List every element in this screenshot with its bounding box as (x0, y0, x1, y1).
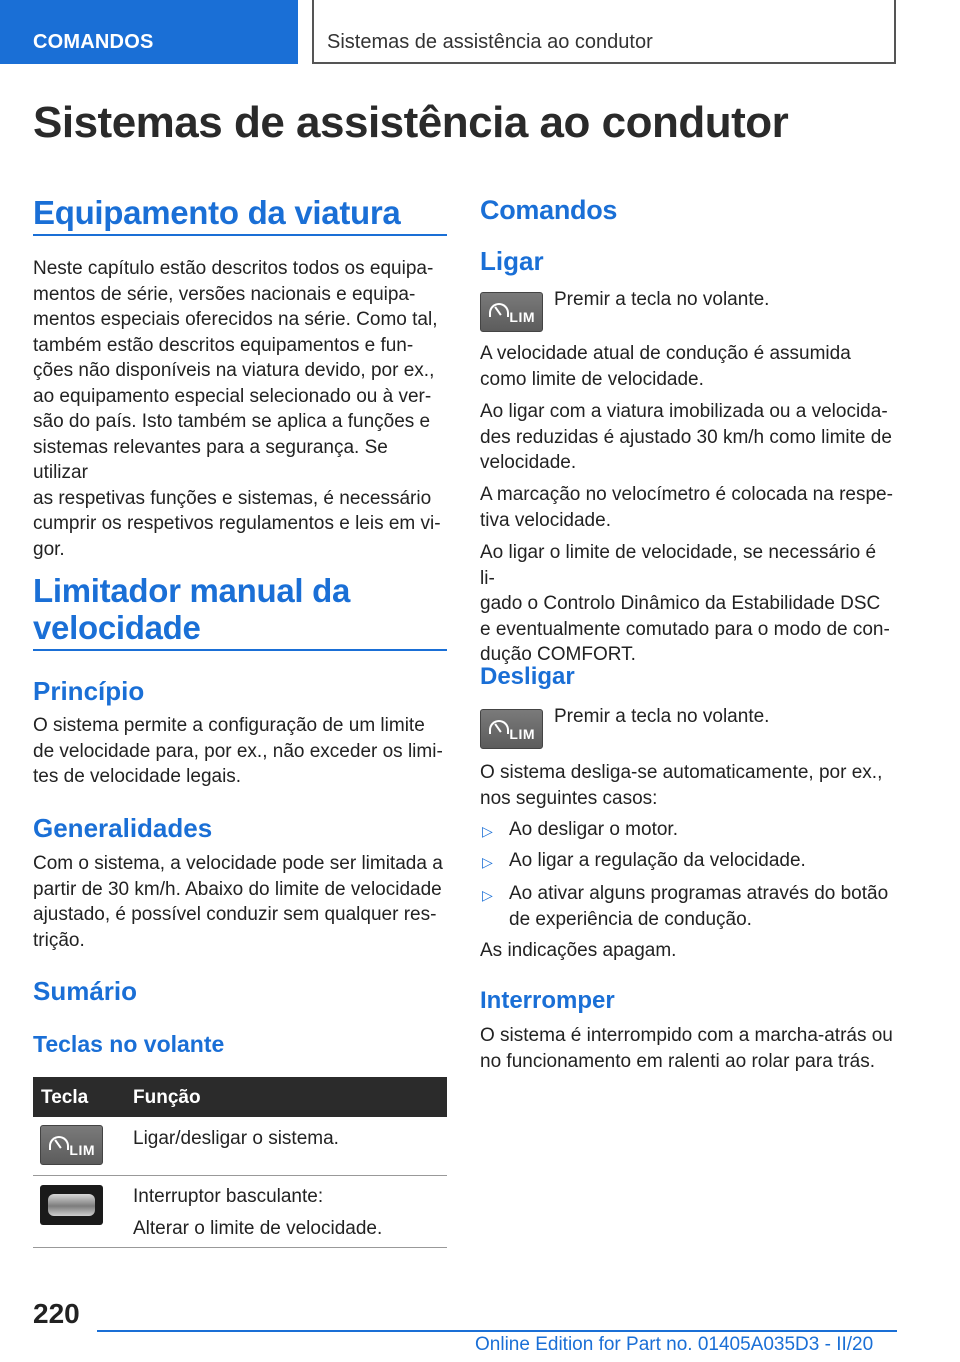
ligar-paragraph-1: A velocidade atual de condução é assumida como limite de velocidade. (480, 343, 851, 390)
heading-desligar: Desligar (480, 663, 575, 690)
rocker-switch-icon (40, 1185, 103, 1225)
list-item: Ao desligar o motor. (509, 819, 678, 840)
generalidades-paragraph: Com o sistema, a velocidade pode ser limitada a partir de 30 km/h. Abaixo do limite de velocidade ajustado, é possível conduzir sem qualquer res- trição. (33, 853, 443, 951)
lim-button-icon: LIM (480, 709, 543, 749)
desligar-outro: As indicações apagam. (480, 940, 677, 961)
lim-button-icon: LIM (480, 292, 543, 332)
equipamento-paragraph: Neste capítulo estão descritos todos os equipa- mentos de série, versões nacionais e equipa- mentos especiais oferecidos na série. Como tal, também estão descritos equipamentos e fun- ções não disponíveis na viatura devido, por ex., ao equipamento especial selecionado ou à ver- são do país. Isto também se aplica a funções e sistemas relevantes para a segurança. Se utilizar as respetivas funções e sistemas, é necessário cumprir os respetivos regulamentos e leis em vi- gor. (33, 258, 441, 560)
table-col-funcao: Função (133, 1087, 201, 1108)
section-tab: COMANDOS (0, 0, 298, 64)
interromper-paragraph: O sistema é interrompido com a marcha-atrás ou no funcionamento em ralenti ao rolar para trás. (480, 1025, 893, 1072)
ligar-paragraph-4: Ao ligar o limite de velocidade, se necessário é li- gado o Controlo Dinâmico da Estabilidade DSC e eventualmente comutado para o modo de con- dução COMFORT. (480, 542, 890, 665)
list-item: Ao ligar a regulação da velocidade. (509, 850, 806, 871)
table-divider (33, 1247, 447, 1248)
edition-footer: Online Edition for Part no. 01405A035D3 - II/20 (475, 1334, 874, 1355)
bullet-icon: ▷ (482, 823, 493, 839)
heading-rule (33, 649, 447, 651)
footer-rule (97, 1330, 897, 1332)
table-row-2-funcao: Interruptor basculante: Alterar o limite de velocidade. (133, 1186, 383, 1239)
heading-rule (33, 234, 447, 236)
page-title: Sistemas de assistência ao condutor (33, 98, 789, 147)
bullet-icon: ▷ (482, 854, 493, 870)
heading-limitador: Limitador manual da velocidade (33, 572, 351, 646)
desligar-icon-text: Premir a tecla no volante. (554, 706, 770, 727)
ligar-paragraph-2: Ao ligar com a viatura imobilizada ou a velocida- des reduzidas é ajustado 30 km/h como limite de velocidade. (480, 401, 892, 473)
heading-comandos: Comandos (480, 195, 618, 225)
heading-sumario: Sumário (33, 976, 138, 1006)
bullet-icon: ▷ (482, 887, 493, 903)
principio-paragraph: O sistema permite a configuração de um limite de velocidade para, por ex., não exceder os limi- tes de velocidade legais. (33, 715, 443, 787)
chapter-title: Sistemas de assistência ao condutor (312, 0, 896, 64)
table-header (33, 1077, 447, 1117)
ligar-icon-text: Premir a tecla no volante. (554, 289, 770, 310)
lim-button-icon: LIM (40, 1125, 103, 1165)
table-row-1-funcao: Ligar/desligar o sistema. (133, 1128, 339, 1149)
page-number: 220 (33, 1298, 80, 1329)
heading-teclas-volante: Teclas no volante (33, 1031, 225, 1057)
heading-equipamento: Equipamento da viatura (33, 194, 401, 231)
heading-interromper: Interromper (480, 987, 615, 1014)
table-col-tecla: Tecla (41, 1087, 89, 1108)
list-item: Ao ativar alguns programas através do botão de experiência de condução. (509, 883, 889, 930)
desligar-intro: O sistema desliga-se automaticamente, por ex., nos seguintes casos: (480, 762, 883, 809)
heading-ligar: Ligar (480, 246, 544, 276)
heading-generalidades: Generalidades (33, 813, 213, 843)
ligar-paragraph-3: A marcação no velocímetro é colocada na respe- tiva velocidade. (480, 484, 893, 531)
heading-principio: Princípio (33, 676, 145, 706)
table-divider (33, 1175, 447, 1176)
